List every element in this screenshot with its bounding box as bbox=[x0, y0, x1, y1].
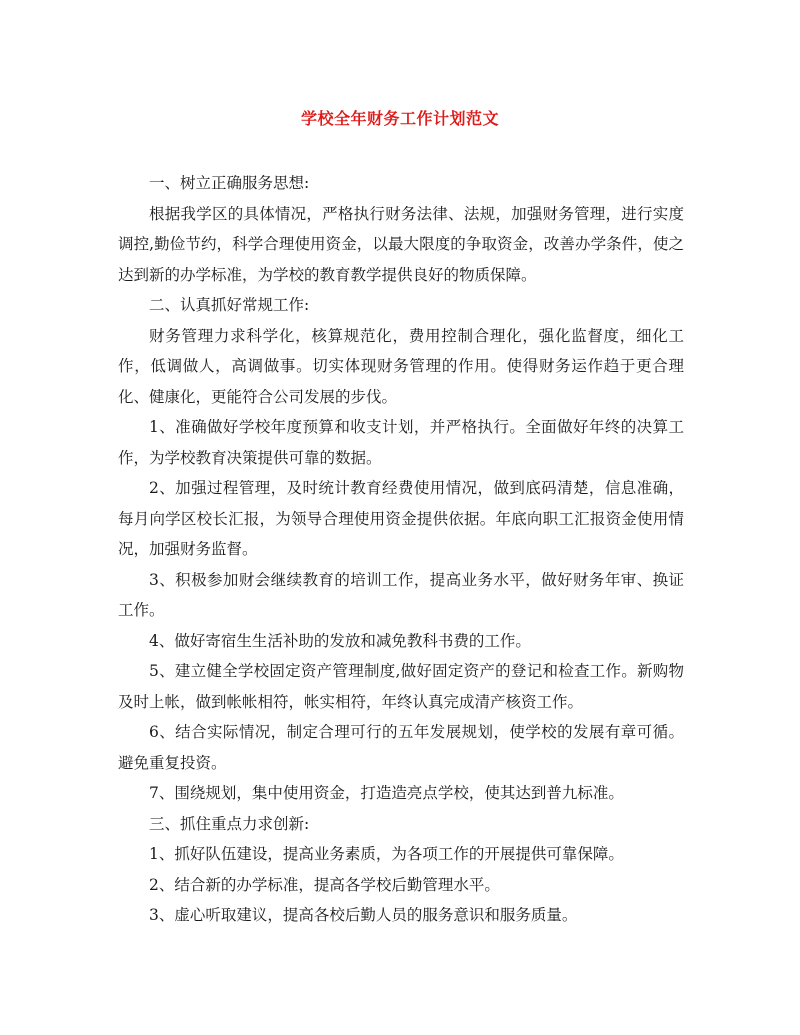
heading-3: 三、抓住重点力求创新: bbox=[149, 814, 310, 833]
document-title: 学校全年财务工作计划范文 bbox=[300, 109, 499, 128]
list-item: 1、准确做好学校年度预算和收支计划，并严格执行。全面做好年终的决算工作，为学校教育决策提供可靠的数据。 bbox=[118, 418, 684, 467]
list-item: 4、做好寄宿生生活补助的发放和减免教科书费的工作。 bbox=[149, 631, 531, 650]
list-item: 3、积极参加财会继续教育的培训工作，提高业务水平，做好财务年审、换证工作。 bbox=[118, 570, 684, 619]
list-item: 5、建立健全学校固定资产管理制度,做好固定资产的登记和检查工作。新购物及时上帐，做到帐帐相符，帐实相符，年终认真完成清产核资工作。 bbox=[118, 662, 684, 711]
heading-1: 一、树立正确服务思想: bbox=[149, 174, 310, 192]
list-item: 2、加强过程管理，及时统计教育经费使用情况，做到底码清楚，信息准确，每月向学区校长汇报，为领导合理使用资金提供依据。年底向职工汇报资金使用情况，加强财务监督。 bbox=[118, 479, 684, 558]
list-item: 6、结合实际情况，制定合理可行的五年发展规划，使学校的发展有章可循。避免重复投资。 bbox=[118, 723, 684, 772]
paragraph: 财务管理力求科学化，核算规范化，费用控制合理化，强化监督度，细化工作，低调做人，高调做事。切实体现财务管理的作用。使得财务运作趋于更合理化、健康化，更能符合公司发展的步伐。 bbox=[118, 326, 684, 406]
list-item: 3、虚心听取建议，提高各校后勤人员的服务意识和服务质量。 bbox=[149, 906, 578, 924]
list-item: 2、结合新的办学标准，提高各学校后勤管理水平。 bbox=[149, 875, 500, 894]
heading-2: 二、认真抓好常规工作: bbox=[149, 296, 310, 314]
paragraph: 根据我学区的具体情况，严格执行财务法律、法规，加强财务管理，进行实度调控,勤俭节约，科学合理使用资金，以最大限度的争取资金，改善办学条件，使之达到新的办学标准，为学校的教育教学提供良好的物质保障。 bbox=[118, 204, 684, 284]
list-item: 7、围绕规划，集中使用资金，打造造亮点学校，使其达到普九标准。 bbox=[149, 784, 624, 802]
document-body bbox=[118, 168, 684, 931]
list-item: 1、抓好队伍建设，提高业务素质，为各项工作的开展提供可靠保障。 bbox=[149, 845, 624, 863]
